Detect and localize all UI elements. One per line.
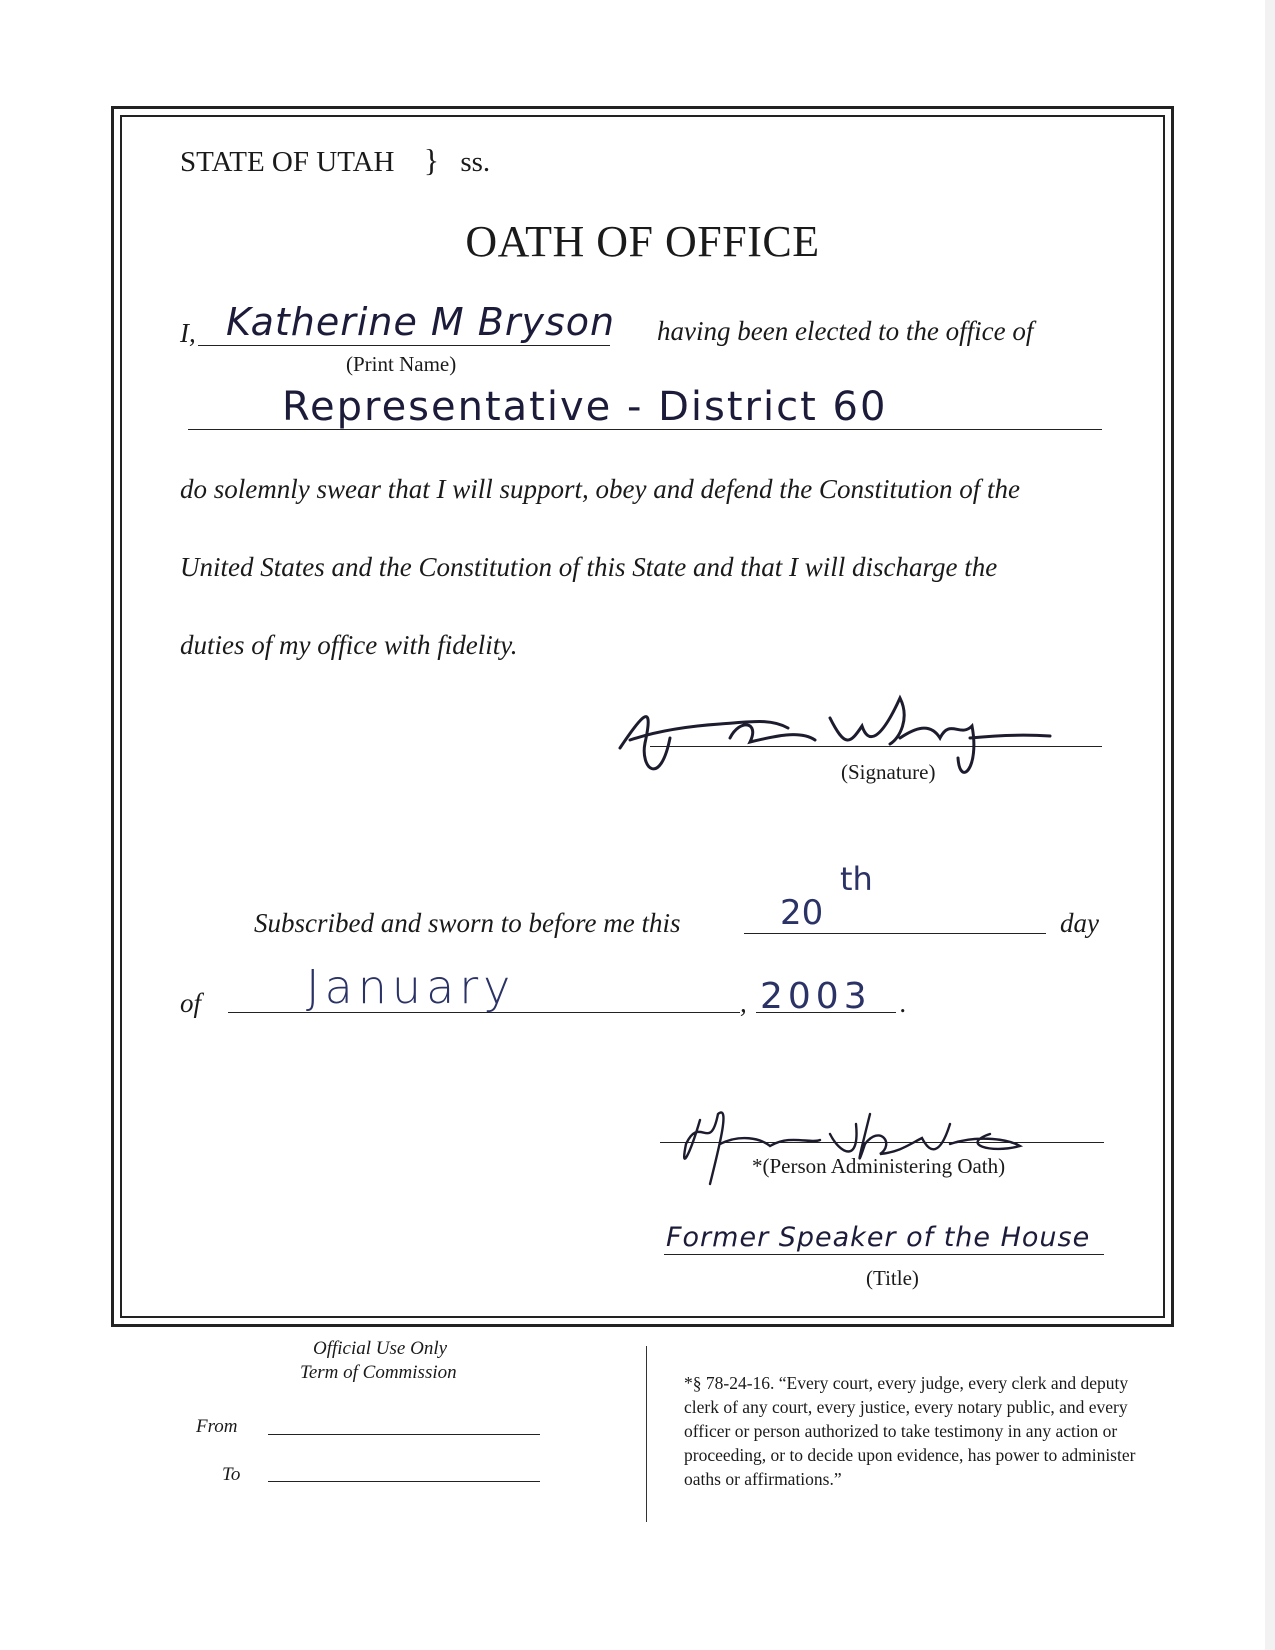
signature-label: (Signature) <box>841 760 936 784</box>
administrator-signature <box>660 1094 1080 1194</box>
elected-text: having been elected to the office of <box>657 316 1034 346</box>
state-name: STATE OF UTAH <box>180 146 395 178</box>
state-heading <box>180 142 490 179</box>
administering-label: *(Person Administering Oath) <box>752 1154 1006 1178</box>
subscribed-text: Subscribed and sworn to before me this <box>254 908 681 938</box>
name-underline <box>198 345 610 346</box>
official-use-label: Official Use Only <box>313 1338 448 1359</box>
from-label: From <box>196 1416 238 1437</box>
filled-office[interactable]: Representative - District 60 <box>282 384 888 430</box>
comma: , <box>740 988 747 1018</box>
filled-year[interactable]: 2003 <box>760 976 872 1017</box>
day-word: day <box>1060 908 1099 938</box>
oath-line-1: do solemnly swear that I will support, obey and defend the Constitution of the <box>180 474 1020 504</box>
ss-abbrev: ss. <box>460 146 491 178</box>
title-label: (Title) <box>866 1266 919 1290</box>
title-underline <box>664 1254 1104 1255</box>
to-label: To <box>222 1464 241 1485</box>
day-underline <box>744 933 1046 934</box>
from-underline[interactable] <box>268 1434 540 1435</box>
statute-text: *§ 78-24-16. “Every court, every judge, every clerk and deputy clerk of any court, every justice, every notary public, and every officer or person authorized to take testimony in any action or proceeding, or to decide upon evidence, has power to administer oaths or affirmations.” <box>684 1373 1136 1489</box>
to-underline[interactable] <box>268 1481 540 1482</box>
filled-month[interactable]: January <box>306 960 516 1014</box>
filled-day[interactable]: 20 <box>780 893 824 933</box>
period: . <box>900 988 907 1018</box>
filled-name[interactable]: Katherine M Bryson <box>226 300 616 344</box>
document-title: OATH OF OFFICE <box>465 217 820 266</box>
brace: } <box>423 142 440 178</box>
of-word: of <box>180 988 202 1018</box>
filled-administrator-title[interactable]: Former Speaker of the House <box>666 1222 1091 1253</box>
oath-line-2: United States and the Constitution of this State and that I will discharge the <box>180 552 998 582</box>
i-prefix: I, <box>180 318 196 348</box>
signer-signature <box>600 678 1070 788</box>
filled-day-suffix: th <box>840 860 873 898</box>
footer-divider <box>646 1346 647 1522</box>
term-of-commission-label: Term of Commission <box>300 1362 457 1383</box>
print-name-label: (Print Name) <box>346 352 457 376</box>
oath-line-3: duties of my office with fidelity. <box>180 630 518 660</box>
